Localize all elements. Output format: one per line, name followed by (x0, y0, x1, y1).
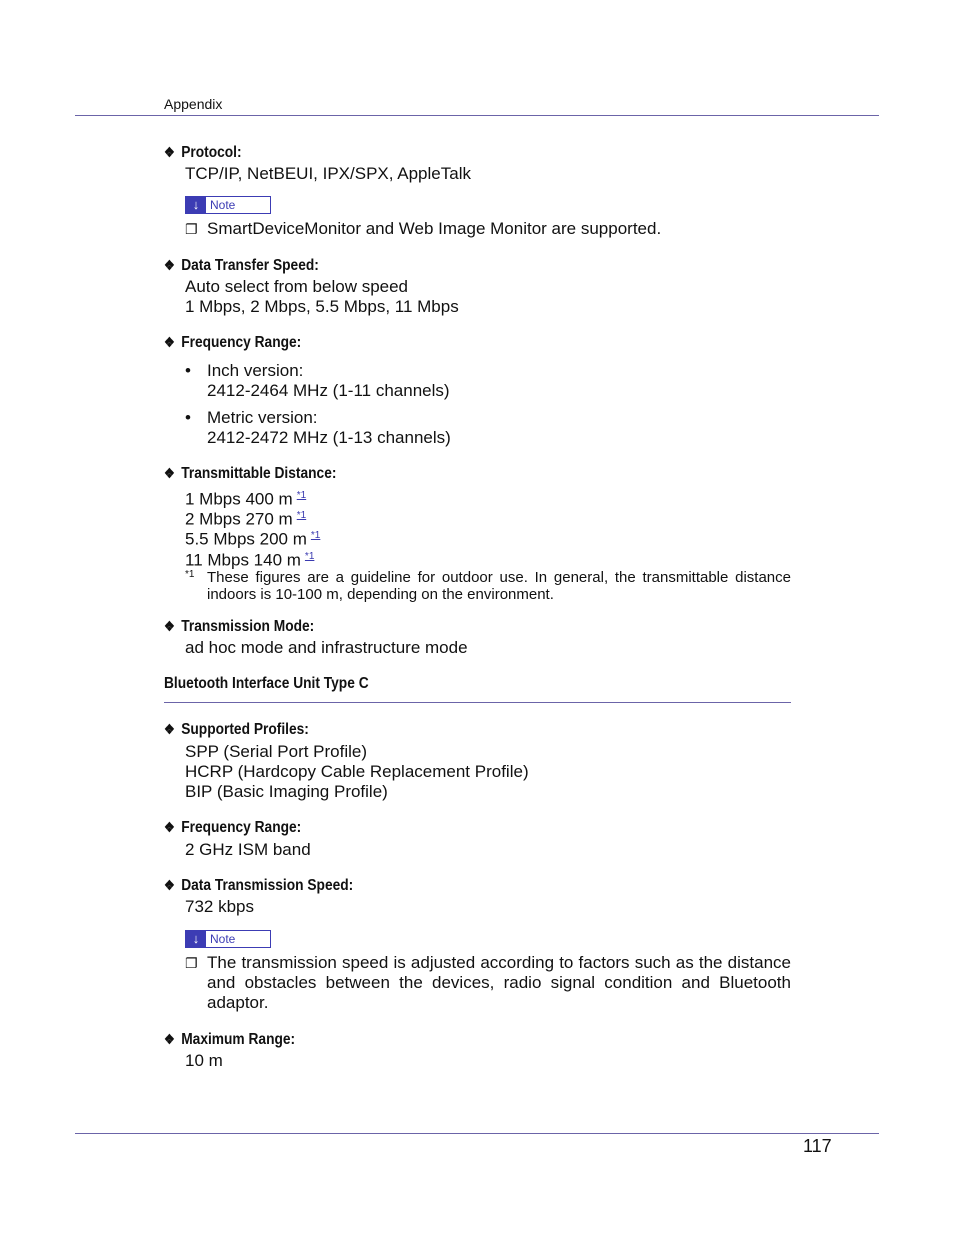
note-label: Note (210, 932, 236, 946)
bt-note-item: The transmission speed is adjusted according to factors such as the distance and obstacles between the devices, radio signal condition and Bluetooth adaptor. (207, 953, 791, 1012)
inch-version-value: 2412-2464 MHz (1-11 channels) (207, 381, 450, 400)
diamond-icon: ❖ (164, 465, 175, 481)
transmittable-distance-heading: ❖ Transmittable Distance: (164, 465, 337, 482)
down-arrow-icon: ↓ (186, 931, 206, 947)
footnote-link[interactable]: *1 (310, 530, 321, 541)
section-title: Bluetooth Interface Unit Type C (164, 675, 369, 692)
bullet-icon: • (185, 361, 191, 380)
maximum-range-heading: ❖ Maximum Range: (164, 1031, 296, 1048)
header-rule (75, 115, 879, 116)
bt-frequency-range-heading: ❖ Frequency Range: (164, 819, 302, 836)
section-rule (164, 702, 791, 703)
protocol-value: TCP/IP, NetBEUI, IPX/SPX, AppleTalk (185, 164, 471, 183)
inch-version-label: Inch version: (207, 361, 304, 380)
bullet-icon: • (185, 408, 191, 427)
note-label: Note (210, 198, 236, 212)
diamond-icon: ❖ (164, 1031, 175, 1047)
maximum-range-value: 10 m (185, 1051, 223, 1070)
running-head: Appendix (164, 96, 223, 112)
metric-version-label: Metric version: (207, 408, 318, 427)
bt-frequency-range-value: 2 GHz ISM band (185, 840, 311, 859)
diamond-icon: ❖ (164, 257, 175, 273)
footer-rule (75, 1133, 879, 1134)
frequency-range-heading: ❖ Frequency Range: (164, 334, 302, 351)
checkbox-icon: ❐ (185, 221, 198, 237)
transmission-mode-heading: ❖ Transmission Mode: (164, 618, 315, 635)
transmission-mode-value: ad hoc mode and infrastructure mode (185, 638, 468, 657)
footnote-link[interactable]: *1 (296, 490, 307, 501)
profile-item: HCRP (Hardcopy Cable Replacement Profile) (185, 762, 529, 781)
distance-row: 1 Mbps 400 m $^{*1}$ (185, 489, 307, 509)
diamond-icon: ❖ (164, 618, 175, 634)
footnote-link[interactable]: *1 (304, 551, 315, 562)
diamond-icon: ❖ (164, 721, 175, 737)
supported-profiles-heading: ❖ Supported Profiles: (164, 721, 309, 738)
data-transmission-speed-heading: ❖ Data Transmission Speed: (164, 877, 354, 894)
page-number: 117 (803, 1136, 832, 1156)
diamond-icon: ❖ (164, 819, 175, 835)
protocol-heading: ❖ Protocol: (164, 144, 242, 161)
distance-row: 11 Mbps 140 m $^{*1}$ (185, 550, 315, 570)
data-transfer-speed-line1: Auto select from below speed (185, 277, 409, 296)
data-transfer-speed-heading: ❖ Data Transfer Speed: (164, 257, 319, 274)
distance-row: 2 Mbps 270 m $^{*1}$ (185, 509, 307, 529)
diamond-icon: ❖ (164, 877, 175, 893)
diamond-icon: ❖ (164, 144, 175, 160)
note-badge (185, 196, 271, 214)
metric-version-value: 2412-2472 MHz (1-13 channels) (207, 428, 451, 447)
note-badge (185, 930, 271, 948)
footnote-mark: *1 (185, 569, 195, 580)
profile-item: SPP (Serial Port Profile) (185, 742, 368, 761)
footnote-link[interactable]: *1 (296, 510, 307, 521)
down-arrow-icon: ↓ (186, 197, 206, 213)
footnote-text: These figures are a guideline for outdoor use. In general, the transmittable distance indoors is 10-100 m, depending on the environment. (207, 569, 791, 603)
data-transfer-speed-line2: 1 Mbps, 2 Mbps, 5.5 Mbps, 11 Mbps (185, 297, 459, 316)
distance-row: 5.5 Mbps 200 m $^{*1}$ (185, 529, 321, 549)
checkbox-icon: ❐ (185, 955, 198, 971)
protocol-note-item: SmartDeviceMonitor and Web Image Monitor are supported. (207, 219, 662, 238)
profile-item: BIP (Basic Imaging Profile) (185, 782, 388, 801)
data-transmission-speed-value: 732 kbps (185, 897, 254, 916)
diamond-icon: ❖ (164, 334, 175, 350)
